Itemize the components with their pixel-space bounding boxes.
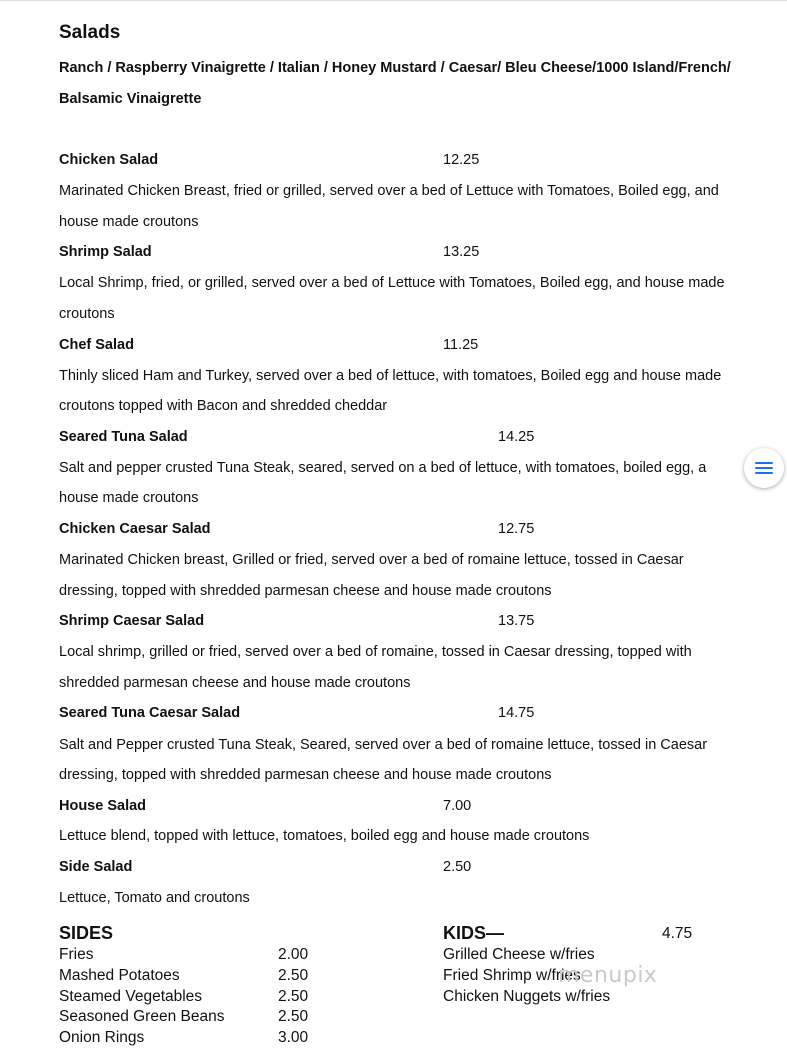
salad-description: Salt and pepper crusted Tuna Steak, seared, served on a bed of lettuce, with tomatoes, boiled egg, a [59, 460, 707, 476]
salad-description: croutons [59, 306, 115, 322]
side-price: 2.00 [278, 946, 309, 963]
dressings-line-1: Ranch / Raspberry Vinaigrette / Italian / Honey Mustard / Caesar/ Bleu Cheese/1000 Island/French/ [59, 60, 731, 76]
side-name: Seasoned Green Beans [59, 1008, 225, 1025]
salad-price: 11.25 [443, 337, 479, 353]
sides-title: SIDES [59, 923, 114, 943]
side-price: 2.50 [278, 1008, 309, 1025]
salad-description: dressing, topped with shredded parmesan cheese and house made croutons [59, 767, 552, 783]
salad-description: house made croutons [59, 490, 199, 506]
side-price: 2.50 [278, 988, 309, 1005]
salad-description: house made croutons [59, 214, 199, 230]
kids-price: 4.75 [662, 925, 693, 942]
salad-price: 12.75 [498, 521, 535, 537]
salad-name: Shrimp Caesar Salad [59, 613, 205, 629]
side-name: Fries [59, 946, 94, 963]
salad-description: Lettuce blend, topped with lettuce, tomatoes, boiled egg and house made croutons [59, 828, 590, 844]
kids-title: KIDS— [443, 923, 505, 943]
side-price: 2.50 [278, 967, 309, 984]
side-name: Onion Rings [59, 1029, 145, 1046]
side-name: Mashed Potatoes [59, 967, 180, 984]
salad-description: dressing, topped with shredded parmesan cheese and house made croutons [59, 583, 552, 599]
salad-name: Seared Tuna Salad [59, 429, 188, 445]
salad-description: Salt and Pepper crusted Tuna Steak, Seared, served over a bed of romaine lettuce, tossed in Caesar [59, 737, 708, 753]
side-price: 3.00 [278, 1029, 309, 1046]
menu-lines-icon [753, 459, 775, 477]
salad-price: 7.00 [443, 798, 472, 814]
salad-description: Marinated Chicken Breast, fried or grilled, served over a bed of Lettuce with Tomatoes, Boiled egg, and [59, 183, 719, 199]
salad-name: Chicken Salad [59, 152, 159, 168]
kids-item: Chicken Nuggets w/fries [443, 988, 611, 1005]
salad-description: shredded parmesan cheese and house made croutons [59, 675, 411, 691]
top-border [0, 0, 787, 1]
salad-description: Lettuce, Tomato and croutons [59, 890, 250, 906]
salad-name: Seared Tuna Caesar Salad [59, 705, 241, 721]
salads-title: Salads [59, 22, 121, 43]
kids-item: Fried Shrimp w/fries [443, 967, 581, 984]
salad-description: Local shrimp, grilled or fried, served over a bed of romaine, tossed in Caesar dressing, topped with [59, 644, 692, 660]
salad-description: Local Shrimp, fried, or grilled, served over a bed of Lettuce with Tomatoes, Boiled egg, and house made [59, 275, 725, 291]
kids-item: Grilled Cheese w/fries [443, 946, 595, 963]
salad-price: 13.25 [443, 244, 480, 260]
salad-description: Thinly sliced Ham and Turkey, served over a bed of lettuce, with tomatoes, Boiled egg and house made [59, 368, 722, 384]
salad-name: Shrimp Salad [59, 244, 152, 260]
salad-price: 13.75 [498, 613, 535, 629]
salad-price: 14.75 [498, 705, 535, 721]
salad-price: 14.25 [498, 429, 535, 445]
salad-description: Marinated Chicken breast, Grilled or fried, served over a bed of romaine lettuce, tossed in Caesar [59, 552, 684, 568]
salad-price: 2.50 [443, 859, 472, 875]
side-name: Steamed Vegetables [59, 988, 203, 1005]
salad-name: Side Salad [59, 859, 133, 875]
salad-description: croutons topped with Bacon and shredded cheddar [59, 398, 388, 414]
salad-name: Chef Salad [59, 337, 134, 353]
salad-name: House Salad [59, 798, 147, 814]
salad-price: 12.25 [443, 152, 480, 168]
salad-name: Chicken Caesar Salad [59, 521, 211, 537]
floating-menu-button[interactable] [744, 448, 784, 488]
dressings-line-2: Balsamic Vinaigrette [59, 91, 202, 107]
watermark: menupix [558, 963, 658, 988]
